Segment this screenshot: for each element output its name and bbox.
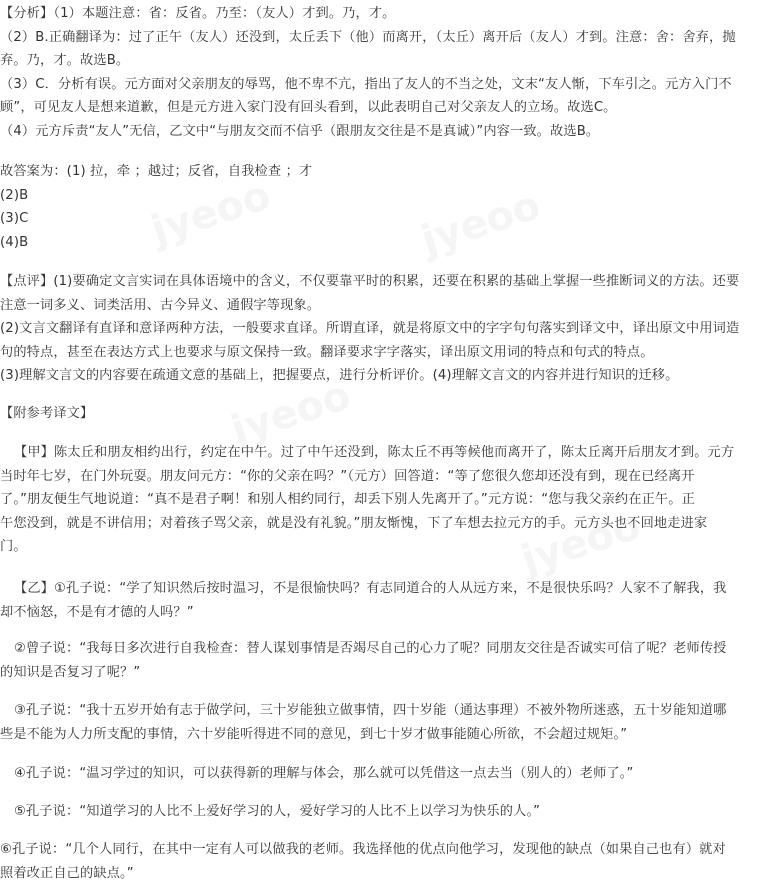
comment-item-1-line-1: 【点评】(1)要确定文言实词在具体语境中的含义，不仅要靠平时的积累，还要在积累的基础上掌握一些推断词义的方法。还要: [0, 270, 774, 294]
translation-yi-5: [0, 800, 774, 824]
yi-6-line-2: 照着改正自己的缺点。”: [0, 862, 774, 885]
analysis-item-1: 【分析】（1）本题注意：省：反省。乃至：（友人）才到。乃，才。: [0, 2, 774, 26]
yi-1-line-1: 【乙】①孔子说：“学了知识然后按时温习，不是很愉快吗？有志同道合的人从远方来，不是很快乐吗？人家不了解我，我: [0, 577, 774, 601]
comment-item-1-line-2: 注意一词多义、词类活用、古今异义、通假字等现象。: [0, 294, 774, 318]
answer-item-1: 故答案为：(1) 拉，牵 ；越过；反省，自我检查 ；才: [0, 160, 774, 184]
answer-item-3: (3)C: [0, 207, 774, 231]
translation-yi-4: [0, 762, 774, 786]
translation-yi-1: [0, 577, 774, 624]
jia-line-4: 午您没到，就是不讲信用；对着孩子骂父亲，就是没有礼貌。”朋友惭愧，下了车想去拉元方的手。元方头也不回地走进家: [0, 512, 774, 536]
answer-item-2: (2)B: [0, 184, 774, 208]
analysis-item-3-line-1: （3）C．分析有误。元方面对父亲朋友的辱骂，他不卑不亢，指出了友人的不当之处，文末“友人惭，下车引之。元方入门不: [0, 73, 774, 97]
watermark: jyeoo: [516, 502, 646, 583]
analysis-section: [0, 2, 774, 143]
translation-yi-2: [0, 637, 774, 684]
jia-line-2: 当时年七岁，在门外玩耍。朋友问元方：“你的父亲在吗？”（元方）回答道：“等了您很久您却还没有到，现在已经离开: [0, 465, 774, 489]
watermark: jyeoo: [416, 182, 546, 263]
yi-6-line-1: ⑥孔子说：“几个人同行，在其中一定有人可以做我的老师。我选择他的优点向他学习，发现他的缺点（如果自己也有）就对: [0, 838, 774, 862]
comment-item-2-line-1: (2)文言文翻译有直译和意译两种方法，一般要求直译。所谓直译，就是将原文中的字字句句落实到译文中，译出原文中用词造: [0, 317, 774, 341]
yi-5-line-1: ⑤孔子说：“知道学习的人比不上爱好学习的人，爱好学习的人比不上以学习为快乐的人。”: [0, 800, 774, 824]
yi-2-line-1: ②曾子说：“我每日多次进行自我检查：替人谋划事情是否竭尽自己的心力了呢？同朋友交往是否诚实可信了呢？老师传授: [0, 637, 774, 661]
comment-item-3: (3)理解文言文的内容要在疏通文意的基础上，把握要点，进行分析评价。(4)理解文言文的内容并进行知识的迁移。: [0, 364, 774, 388]
analysis-item-4: （4）元方斥责“友人”无信，乙文中“与朋友交而不信乎（跟朋友交往是不是真诚）”内容一致。故选B。: [0, 120, 774, 144]
watermark: jyeoo: [146, 172, 276, 253]
yi-1-line-2: 却不恼怒，不是有才德的人吗？”: [0, 601, 774, 625]
analysis-item-2-line-1: （2）B.正确翻译为：过了正午（友人）还没到，太丘丢下（他）而离开，（太丘）离开后（友人）才到。注意：舍：舍弃，抛: [0, 26, 774, 50]
jia-line-5: 门。: [0, 535, 774, 559]
translation-jia: [0, 441, 774, 559]
jia-line-1: 【甲】陈太丘和朋友相约出行，约定在中午。过了中午还没到，陈太丘不再等候他而离开了，陈太丘离开后朋友才到。元方: [0, 441, 774, 465]
jia-line-3: 了。”朋友便生气地说道：“真不是君子啊！和别人相约同行，却丢下别人先离开了。”元方说：“您与我父亲约在正午。正: [0, 488, 774, 512]
yi-3-line-2: 些是不能为人力所支配的事情，六十岁能听得进不同的意见，到七十岁才做事能随心所欲，不会超过规矩。”: [0, 723, 774, 747]
comment-item-2-line-2: 句的特点，甚至在表达方式上也要求与原文保持一致。翻译要求字字落实，译出原文用词的特点和句式的特点。: [0, 341, 774, 365]
analysis-item-3-line-2: 顾”，可见友人是想来道歉，但是元方进入家门没有回头看到，以此表明自己对父亲友人的立场。故选C。: [0, 96, 774, 120]
answer-item-4: (4)B: [0, 231, 774, 255]
analysis-item-2-line-2: 弃。乃，才。故选B。: [0, 49, 774, 73]
watermark: jyeoo: [226, 372, 356, 453]
yi-3-line-1: ③孔子说：“我十五岁开始有志于做学问，三十岁能独立做事情，四十岁能（通达事理）不被外物所迷惑，五十岁能知道哪: [0, 699, 774, 723]
translation-heading: 【附参考译文】: [0, 402, 774, 426]
yi-2-line-2: 的知识是否复习了呢？”: [0, 661, 774, 685]
answer-section: [0, 160, 774, 254]
comment-section: [0, 270, 774, 388]
translation-yi-6: [0, 838, 774, 885]
translation-yi-3: [0, 699, 774, 746]
yi-4-line-1: ④孔子说：“温习学过的知识，可以获得新的理解与体会，那么就可以凭借这一点去当（别人的）老师了。”: [0, 762, 774, 786]
translation-section: [0, 402, 774, 426]
